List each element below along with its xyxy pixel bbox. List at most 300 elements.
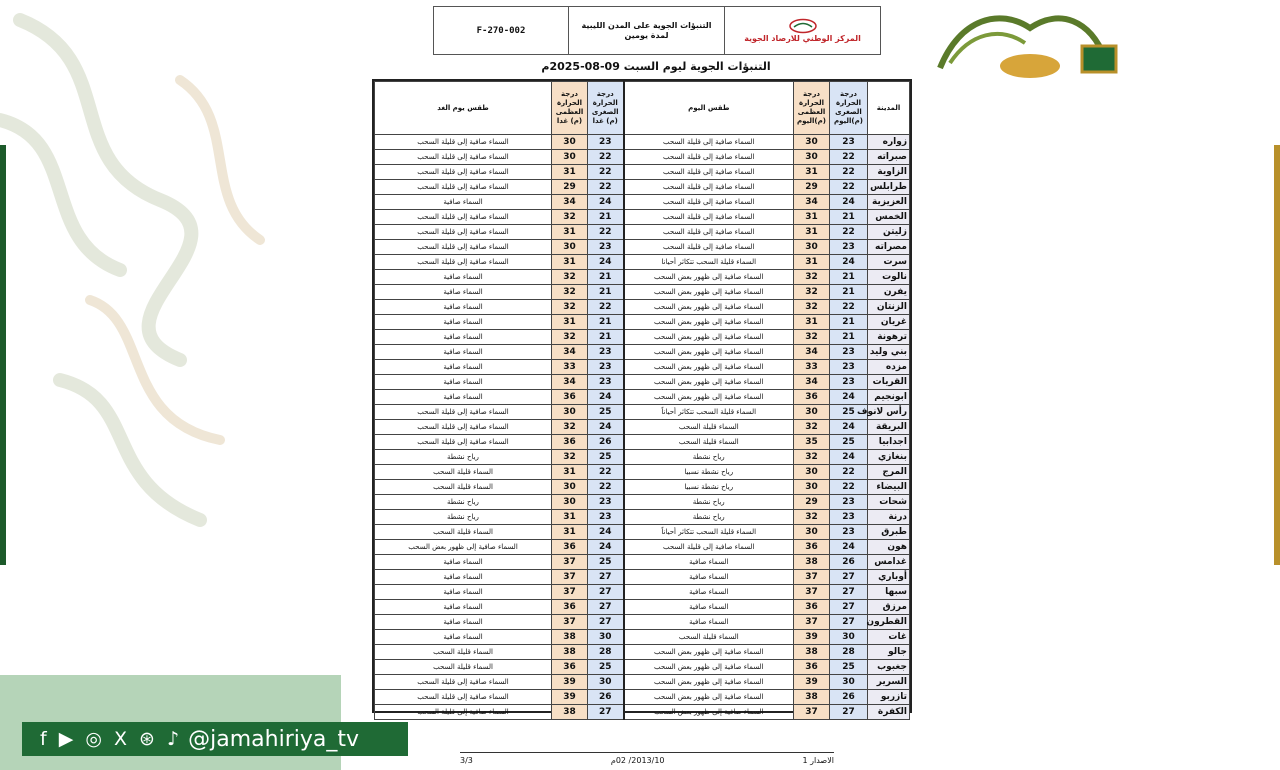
row-tomorrow-weather: السماء صافية إلى قليلة السحب [375,165,552,180]
table-row [375,150,910,165]
row-city: اجدابيا [868,435,910,450]
forecast-table [372,79,912,717]
row-tomorrow-min: 21 [588,315,624,330]
row-tomorrow-weather: السماء صافية [375,600,552,615]
row-today-weather: السماء صافية إلى ظهور بعض السحب [624,645,794,660]
table-row [375,555,910,570]
row-today-weather: السماء قليلة السحب تتكاثر أحيانا [624,255,794,270]
row-tomorrow-weather: السماء صافية إلى قليلة السحب [375,255,552,270]
row-tomorrow-max: 36 [552,435,588,450]
row-tomorrow-min: 24 [588,540,624,555]
row-tomorrow-max: 38 [552,645,588,660]
row-today-min: 22 [830,180,868,195]
row-today-weather: السماء صافية إلى قليلة السحب [624,225,794,240]
row-city: تازربو [868,690,910,705]
row-today-min: 30 [830,630,868,645]
row-tomorrow-max: 33 [552,360,588,375]
row-today-weather: السماء صافية إلى ظهور بعض السحب [624,285,794,300]
row-today-min: 23 [830,375,868,390]
row-city: بنغازي [868,450,910,465]
row-today-weather: السماء صافية [624,585,794,600]
row-today-max: 30 [794,465,830,480]
row-tomorrow-weather: السماء صافية إلى قليلة السحب [375,405,552,420]
row-today-max: 30 [794,525,830,540]
row-today-max: 34 [794,345,830,360]
row-city: الزنتان [868,300,910,315]
row-today-min: 23 [830,345,868,360]
row-today-weather: السماء صافية إلى ظهور بعض السحب [624,375,794,390]
row-city: طبرق [868,525,910,540]
background-ornament [0,0,300,560]
social-bar [22,722,408,756]
row-today-max: 36 [794,660,830,675]
row-tomorrow-weather: السماء صافية [375,315,552,330]
row-tomorrow-max: 37 [552,615,588,630]
row-tomorrow-max: 37 [552,570,588,585]
row-city: رأس لانوف [868,405,910,420]
row-tomorrow-min: 23 [588,495,624,510]
row-tomorrow-max: 31 [552,255,588,270]
row-today-min: 21 [830,285,868,300]
col-header-tomorrow-max: درجة الحرارة العظمى (م) غدا [552,82,588,135]
row-today-max: 36 [794,600,830,615]
row-tomorrow-min: 21 [588,270,624,285]
row-tomorrow-min: 25 [588,450,624,465]
table-row [375,285,910,300]
col-header-today-min: درجة الحرارة الصغرى (م)اليوم [830,82,868,135]
row-today-weather: السماء صافية إلى ظهور بعض السحب [624,660,794,675]
row-tomorrow-min: 22 [588,480,624,495]
row-tomorrow-weather: رياح نشطة [375,450,552,465]
row-today-min: 21 [830,330,868,345]
footer-date: 2013/10/ 02م [610,756,665,765]
row-today-weather: السماء صافية إلى ظهور بعض السحب [624,705,794,720]
row-city: ابونجيم [868,390,910,405]
table-row [375,315,910,330]
row-today-min: 27 [830,570,868,585]
row-today-weather: السماء صافية إلى قليلة السحب [624,150,794,165]
row-tomorrow-max: 34 [552,375,588,390]
row-city: سرت [868,255,910,270]
row-tomorrow-max: 31 [552,225,588,240]
row-tomorrow-weather: السماء صافية إلى قليلة السحب [375,690,552,705]
row-tomorrow-weather: السماء صافية إلى قليلة السحب [375,150,552,165]
row-today-max: 37 [794,570,830,585]
row-city: ترهونة [868,330,910,345]
row-today-weather: السماء صافية إلى ظهور بعض السحب [624,315,794,330]
table-row [375,690,910,705]
row-city: بني وليد [868,345,910,360]
row-today-min: 23 [830,135,868,150]
row-today-min: 22 [830,300,868,315]
row-today-weather: السماء صافية إلى ظهور بعض السحب [624,270,794,285]
row-today-min: 25 [830,660,868,675]
row-today-min: 25 [830,435,868,450]
row-tomorrow-weather: السماء صافية إلى ظهور بعض السحب [375,540,552,555]
row-today-max: 32 [794,510,830,525]
table-row [375,375,910,390]
row-tomorrow-max: 30 [552,480,588,495]
col-header-tomorrow-min: درجة الحرارة الصغرى (م) غدا [588,82,624,135]
forecast-title: التنبؤات الجوية ليوم السبت 09-08-2025م [541,60,771,73]
row-tomorrow-max: 36 [552,540,588,555]
row-today-max: 37 [794,615,830,630]
row-tomorrow-max: 37 [552,585,588,600]
row-today-weather: السماء قليلة السحب [624,630,794,645]
table-row [375,165,910,180]
table-row [375,360,910,375]
row-today-max: 31 [794,210,830,225]
row-tomorrow-min: 28 [588,645,624,660]
row-tomorrow-weather: السماء قليلة السحب [375,660,552,675]
row-tomorrow-min: 24 [588,420,624,435]
row-tomorrow-min: 24 [588,255,624,270]
row-today-max: 32 [794,285,830,300]
row-today-min: 23 [830,525,868,540]
row-today-min: 22 [830,165,868,180]
row-today-min: 24 [830,450,868,465]
row-today-weather: السماء قليلة السحب [624,435,794,450]
row-today-max: 37 [794,705,830,720]
row-tomorrow-min: 22 [588,300,624,315]
row-tomorrow-min: 25 [588,555,624,570]
table-row [375,390,910,405]
row-tomorrow-max: 36 [552,390,588,405]
row-today-weather: السماء صافية إلى ظهور بعض السحب [624,360,794,375]
row-tomorrow-min: 27 [588,705,624,720]
row-today-max: 32 [794,270,830,285]
row-city: الكفرة [868,705,910,720]
row-today-weather: السماء صافية إلى قليلة السحب [624,180,794,195]
row-today-max: 30 [794,240,830,255]
row-tomorrow-max: 30 [552,240,588,255]
table-row [375,195,910,210]
row-today-max: 30 [794,405,830,420]
row-today-weather: السماء صافية إلى ظهور بعض السحب [624,345,794,360]
row-today-max: 30 [794,135,830,150]
row-today-max: 32 [794,420,830,435]
row-today-min: 23 [830,510,868,525]
row-tomorrow-weather: رياح نشطة [375,510,552,525]
row-tomorrow-min: 30 [588,675,624,690]
row-today-max: 34 [794,195,830,210]
table-row [375,525,910,540]
row-today-min: 24 [830,195,868,210]
row-tomorrow-min: 22 [588,180,624,195]
col-header-today-max: درجة الحرارة العظمى (م)اليوم [794,82,830,135]
row-tomorrow-max: 31 [552,315,588,330]
met-office-logo-icon [788,18,818,34]
row-city: السرير [868,675,910,690]
header-title-cell [568,7,724,54]
row-tomorrow-weather: السماء صافية [375,555,552,570]
row-tomorrow-min: 24 [588,390,624,405]
row-tomorrow-max: 37 [552,555,588,570]
row-today-max: 31 [794,225,830,240]
row-today-weather: السماء صافية [624,615,794,630]
row-today-min: 27 [830,705,868,720]
table-row [375,435,910,450]
row-city: البيضاء [868,480,910,495]
table-row [375,705,910,720]
row-today-weather: السماء صافية إلى قليلة السحب [624,165,794,180]
row-city: يفرن [868,285,910,300]
row-city: أوباري [868,570,910,585]
row-tomorrow-min: 24 [588,195,624,210]
row-today-max: 29 [794,180,830,195]
table-row [375,540,910,555]
row-city: غدامس [868,555,910,570]
table-row [375,270,910,285]
table-row [375,180,910,195]
row-tomorrow-max: 32 [552,450,588,465]
row-tomorrow-weather: السماء صافية إلى قليلة السحب [375,225,552,240]
row-tomorrow-min: 21 [588,285,624,300]
row-today-max: 34 [794,375,830,390]
row-today-weather: السماء قليلة السحب تتكاثر أحياناً [624,405,794,420]
row-tomorrow-min: 27 [588,615,624,630]
row-today-max: 35 [794,435,830,450]
row-tomorrow-min: 27 [588,585,624,600]
row-city: القريات [868,375,910,390]
row-city: العزيزية [868,195,910,210]
row-today-min: 27 [830,615,868,630]
channel-logo-icon [930,8,1130,78]
row-city: جغبوب [868,660,910,675]
row-tomorrow-weather: السماء صافية إلى قليلة السحب [375,435,552,450]
row-today-max: 32 [794,330,830,345]
row-city: درنة [868,510,910,525]
row-today-max: 33 [794,360,830,375]
social-handle: @jamahiriya_tv [188,726,360,752]
row-today-min: 22 [830,480,868,495]
table-row [375,420,910,435]
row-tomorrow-max: 34 [552,345,588,360]
row-tomorrow-max: 38 [552,630,588,645]
header-title-line2: لمدة يومين [624,30,669,40]
row-tomorrow-min: 26 [588,435,624,450]
forecast-table-body [375,135,910,720]
row-tomorrow-min: 21 [588,330,624,345]
row-today-min: 23 [830,240,868,255]
row-city: الخمس [868,210,910,225]
row-city: القطرون [868,615,910,630]
row-today-min: 30 [830,675,868,690]
row-tomorrow-weather: رياح نشطة [375,495,552,510]
table-row [375,345,910,360]
row-today-weather: السماء صافية إلى ظهور بعض السحب [624,330,794,345]
row-tomorrow-min: 27 [588,600,624,615]
table-row [375,255,910,270]
row-city: صبراته [868,150,910,165]
header-title-line1: التنبؤات الجوية على المدن الليبية [581,20,712,30]
table-row [375,405,910,420]
row-tomorrow-weather: السماء صافية [375,330,552,345]
row-tomorrow-weather: السماء صافية إلى قليلة السحب [375,675,552,690]
footer-divider [460,752,834,753]
table-row [375,225,910,240]
table-row [375,570,910,585]
row-tomorrow-max: 31 [552,165,588,180]
table-row [375,465,910,480]
row-today-max: 38 [794,645,830,660]
row-tomorrow-min: 21 [588,210,624,225]
table-row [375,615,910,630]
row-tomorrow-weather: السماء صافية إلى قليلة السحب [375,135,552,150]
row-tomorrow-max: 32 [552,270,588,285]
row-tomorrow-max: 39 [552,690,588,705]
row-tomorrow-weather: السماء صافية [375,615,552,630]
row-tomorrow-weather: السماء صافية [375,360,552,375]
row-tomorrow-weather: السماء صافية إلى قليلة السحب [375,240,552,255]
table-row [375,450,910,465]
row-tomorrow-max: 34 [552,195,588,210]
document-footer [460,756,834,765]
row-tomorrow-weather: السماء صافية إلى قليلة السحب [375,210,552,225]
row-today-min: 27 [830,585,868,600]
table-row [375,240,910,255]
row-tomorrow-weather: السماء قليلة السحب [375,465,552,480]
row-today-max: 30 [794,480,830,495]
row-today-min: 26 [830,690,868,705]
row-today-min: 24 [830,255,868,270]
row-city: سبها [868,585,910,600]
row-city: غريان [868,315,910,330]
row-today-min: 24 [830,540,868,555]
row-today-max: 32 [794,450,830,465]
row-tomorrow-weather: السماء صافية [375,390,552,405]
row-today-min: 21 [830,210,868,225]
row-today-min: 28 [830,645,868,660]
table-row [375,645,910,660]
table-row [375,330,910,345]
row-today-max: 31 [794,255,830,270]
row-tomorrow-max: 30 [552,405,588,420]
row-city: زليتن [868,225,910,240]
row-tomorrow-weather: السماء صافية [375,630,552,645]
row-tomorrow-weather: السماء صافية [375,300,552,315]
row-tomorrow-weather: السماء صافية [375,345,552,360]
table-row [375,300,910,315]
header-org-name: المركز الوطني للارصاد الجوية [744,33,861,43]
row-tomorrow-min: 23 [588,135,624,150]
row-today-weather: السماء صافية [624,555,794,570]
row-today-min: 25 [830,405,868,420]
row-tomorrow-min: 30 [588,630,624,645]
row-today-weather: السماء صافية إلى قليلة السحب [624,240,794,255]
row-today-max: 30 [794,150,830,165]
row-tomorrow-min: 23 [588,345,624,360]
row-today-min: 24 [830,390,868,405]
row-tomorrow-max: 32 [552,300,588,315]
row-today-min: 23 [830,360,868,375]
row-tomorrow-max: 32 [552,420,588,435]
row-city: المرج [868,465,910,480]
row-today-weather: السماء صافية إلى ظهور بعض السحب [624,300,794,315]
row-today-max: 36 [794,390,830,405]
row-tomorrow-min: 26 [588,690,624,705]
col-header-city: المدينة [868,82,910,135]
row-tomorrow-max: 39 [552,675,588,690]
row-today-weather: رياح نشطة [624,495,794,510]
row-today-max: 31 [794,165,830,180]
row-city: نالوت [868,270,910,285]
row-tomorrow-weather: السماء صافية [375,285,552,300]
row-tomorrow-weather: السماء صافية [375,195,552,210]
row-today-weather: السماء قليلة السحب [624,420,794,435]
row-today-weather: السماء صافية إلى ظهور بعض السحب [624,690,794,705]
row-tomorrow-max: 31 [552,525,588,540]
row-city: مرزق [868,600,910,615]
row-today-min: 22 [830,465,868,480]
row-today-weather: رياح نشطة [624,450,794,465]
row-tomorrow-min: 25 [588,405,624,420]
row-today-weather: رياح نشطة نسبيا [624,480,794,495]
row-today-weather: السماء صافية [624,570,794,585]
col-header-today-weather: طقس اليوم [624,82,794,135]
row-tomorrow-min: 23 [588,375,624,390]
row-city: جالو [868,645,910,660]
row-today-weather: السماء صافية إلى ظهور بعض السحب [624,675,794,690]
row-today-max: 39 [794,630,830,645]
row-city: زواره [868,135,910,150]
row-tomorrow-min: 24 [588,525,624,540]
document-header [433,6,881,55]
row-tomorrow-max: 30 [552,150,588,165]
header-code-cell [434,7,568,54]
row-tomorrow-min: 22 [588,150,624,165]
row-tomorrow-weather: السماء صافية إلى قليلة السحب [375,180,552,195]
row-tomorrow-max: 30 [552,495,588,510]
row-today-weather: السماء صافية إلى قليلة السحب [624,210,794,225]
social-icons: f ▶ ◎ X ⊛ ♪ [40,728,183,750]
row-city: الزاوية [868,165,910,180]
row-city: طرابلس [868,180,910,195]
row-today-max: 38 [794,555,830,570]
form-code: F-270-002 [476,25,526,36]
table-row [375,510,910,525]
table-row [375,480,910,495]
row-tomorrow-max: 36 [552,600,588,615]
table-row [375,600,910,615]
row-tomorrow-weather: السماء قليلة السحب [375,480,552,495]
row-tomorrow-weather: السماء صافية [375,375,552,390]
row-today-min: 21 [830,270,868,285]
row-today-max: 32 [794,300,830,315]
table-row [375,630,910,645]
row-today-min: 24 [830,420,868,435]
row-today-weather: السماء صافية إلى قليلة السحب [624,540,794,555]
row-tomorrow-min: 22 [588,165,624,180]
row-today-max: 31 [794,315,830,330]
footer-edition: الاصدار 1 [802,756,834,765]
row-tomorrow-max: 32 [552,330,588,345]
row-today-max: 38 [794,690,830,705]
row-today-max: 36 [794,540,830,555]
row-today-min: 23 [830,495,868,510]
row-tomorrow-weather: السماء صافية إلى قليلة السحب [375,420,552,435]
row-today-min: 27 [830,600,868,615]
row-city: شحات [868,495,910,510]
row-today-max: 29 [794,495,830,510]
row-tomorrow-min: 27 [588,570,624,585]
row-city: هون [868,540,910,555]
row-tomorrow-max: 29 [552,180,588,195]
row-tomorrow-min: 23 [588,240,624,255]
row-city: مصراته [868,240,910,255]
row-today-max: 37 [794,585,830,600]
row-tomorrow-min: 23 [588,360,624,375]
